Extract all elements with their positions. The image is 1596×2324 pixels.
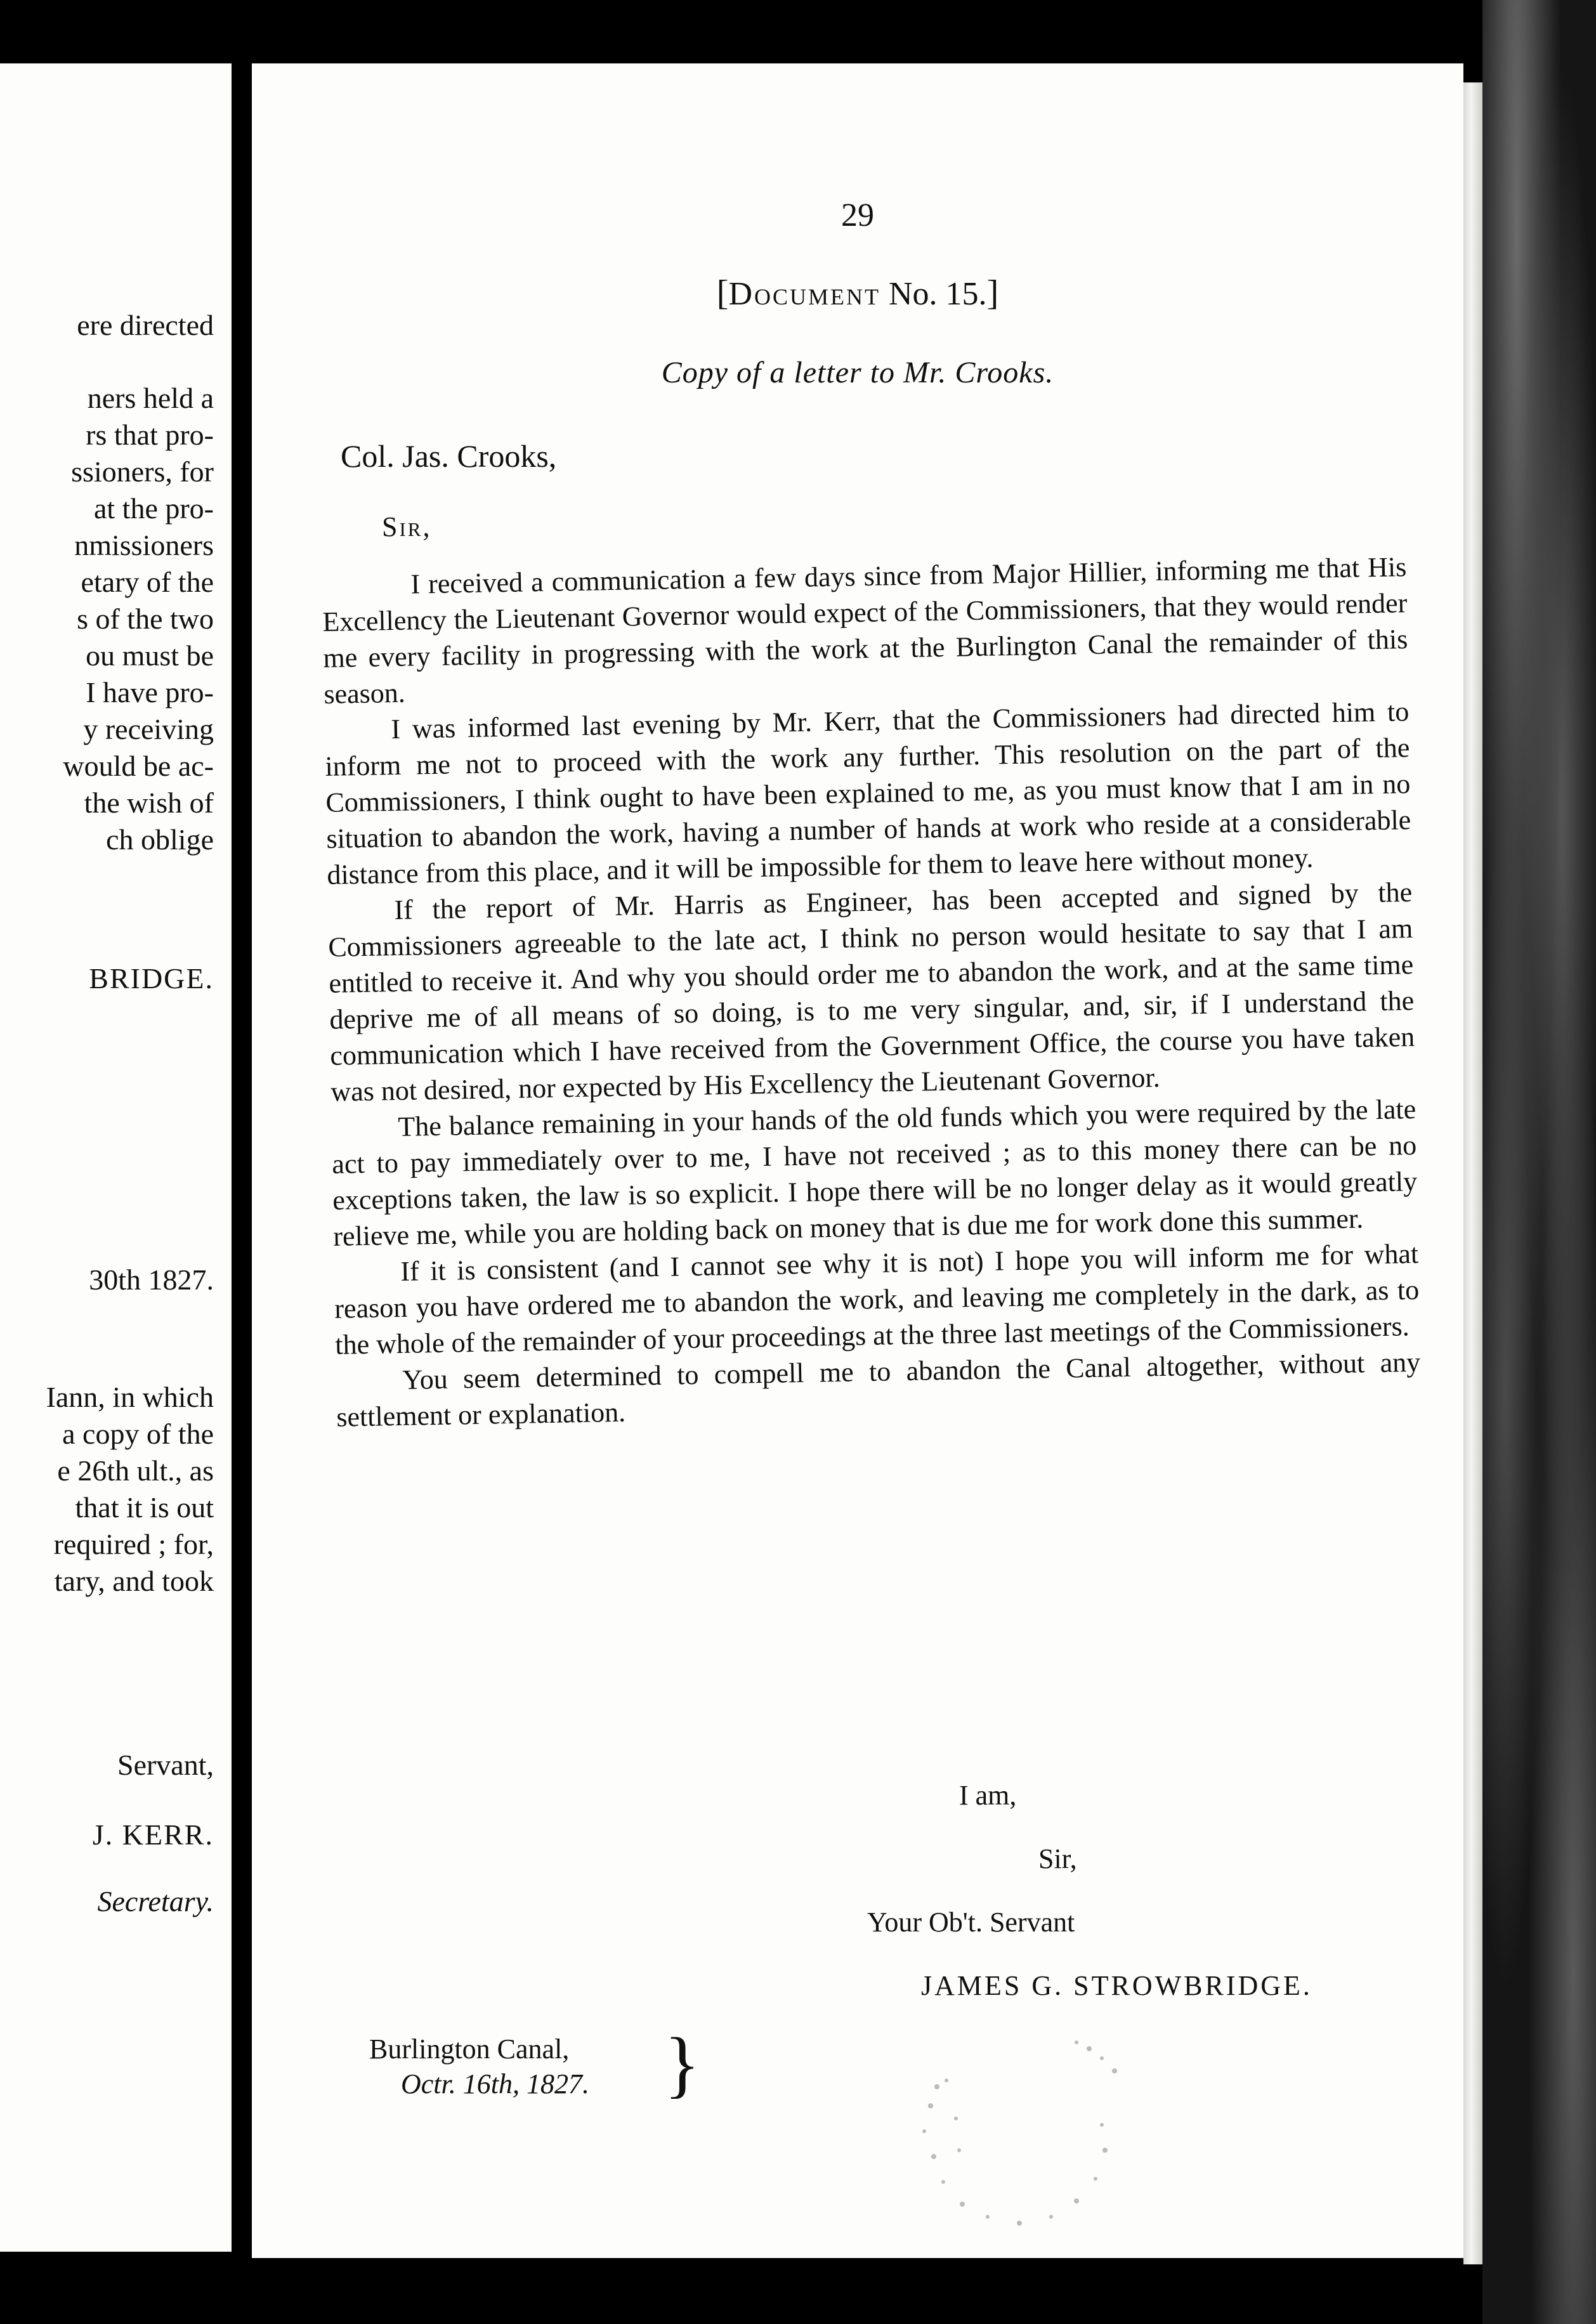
left-page-line: BRIDGE. bbox=[89, 962, 214, 995]
document-page bbox=[252, 63, 1463, 2258]
left-page-line: rs that pro- bbox=[86, 419, 214, 451]
closing-servant: Your Ob't. Servant bbox=[867, 1907, 1075, 1938]
left-page-line: 30th 1827. bbox=[89, 1263, 214, 1296]
letter-place: Burlington Canal, bbox=[369, 2034, 570, 2065]
left-page-line: Secretary. bbox=[97, 1885, 214, 1917]
heading-word: Document bbox=[728, 276, 880, 312]
left-page-line: the wish of bbox=[84, 787, 214, 819]
left-page-line: required ; for, bbox=[53, 1528, 214, 1560]
heading-open-bracket: [ bbox=[716, 273, 729, 313]
left-page-line: a copy of the bbox=[62, 1418, 214, 1450]
left-page-line: ere directed bbox=[77, 309, 214, 341]
left-page-line: tary, and took bbox=[54, 1565, 214, 1597]
body-paragraph: You seem determined to compell me to abandon the Canal altogether, without any settlement or explanation. bbox=[336, 1346, 1421, 1433]
body-paragraph: I received a communication a few days since from Major Hillier, informing me that His Excellency the Lieutenant Governor would expect of the Commissioners, that they would render me every facility in progressing with the work at the Burlington Canal the remainder of this season. bbox=[322, 551, 1408, 710]
previous-page-fragment bbox=[0, 63, 232, 2252]
heading-number: No. 15. bbox=[880, 276, 987, 312]
letter-subtitle: Copy of a letter to Mr. Crooks. bbox=[661, 356, 1054, 389]
salutation-name: Col. Jas. Crooks, bbox=[341, 438, 557, 474]
marbled-cover bbox=[1482, 0, 1596, 2324]
letter-body bbox=[322, 549, 1422, 1435]
left-page-line: J. KERR. bbox=[92, 1818, 214, 1851]
document-heading bbox=[252, 273, 1463, 313]
left-page-line: s of the two bbox=[77, 603, 214, 635]
left-page-line: e 26th ult., as bbox=[57, 1454, 214, 1487]
page-edge bbox=[1463, 82, 1482, 2264]
left-page-line: ch oblige bbox=[106, 823, 214, 856]
signature: JAMES G. STROWBRIDGE. bbox=[921, 1970, 1312, 2001]
salutation-sir: Sir, bbox=[382, 511, 432, 542]
left-page-line: ssioners, for bbox=[71, 455, 214, 488]
body-paragraph: If it is consistent (and I cannot see why it is not) I hope you will inform me for what reason you have ordered me to abandon the work, and leaving me completely in the dark, as to the whole of the remainder of your proceedings at the three last meetings of the Commissioners. bbox=[334, 1237, 1420, 1361]
left-page-line: at the pro- bbox=[93, 492, 214, 525]
left-page-line: Servant, bbox=[117, 1749, 214, 1781]
left-page-line: Iann, in which bbox=[46, 1381, 214, 1413]
left-page-line: that it is out bbox=[75, 1491, 214, 1524]
closing-iam: I am, bbox=[959, 1780, 1017, 1811]
brace-mark: } bbox=[664, 2022, 700, 2105]
left-page-line: would be ac- bbox=[63, 750, 214, 782]
left-page-line: etary of the bbox=[81, 566, 214, 598]
heading-close-bracket: ] bbox=[986, 273, 999, 313]
page-number: 29 bbox=[841, 197, 874, 233]
left-page-line: y receiving bbox=[83, 713, 214, 745]
closing-sir: Sir, bbox=[1038, 1843, 1077, 1874]
left-page-line: nmissioners bbox=[74, 529, 214, 561]
body-paragraph: If the report of Mr. Harris as Engineer, has been accepted and signed by the Commissioners agreeable to the late act, I think no person would hesitate to say that I am entitled to receive it. And why you should order me to abandon the work, and at the same time deprive me of all means of so doing, is to me very singular, and, sir, if I understand the communication which I have received from the Government Office, the course you have taken was not desired, nor expected by His Excellency the Lieutenant Governor. bbox=[328, 877, 1415, 1107]
left-page-line: ners held a bbox=[87, 382, 214, 414]
left-page-line: I have pro- bbox=[86, 676, 214, 708]
left-page-line: ou must be bbox=[86, 639, 214, 672]
body-paragraph: The balance remaining in your hands of the old funds which you were required by the late act to pay immediately over to me, I have not received ; as to this money there can be no exceptions taken, the law is so explicit. I hope there will be no longer delay as it would greatly relieve me, while you are holding back on money that is due me for work done this summer. bbox=[331, 1093, 1418, 1252]
letter-date: Octr. 16th, 1827. bbox=[401, 2068, 589, 2099]
body-paragraph: I was informed last evening by Mr. Kerr, that the Commissioners had directed him to inform me not to proceed with the work any further. This resolution on the part of the Commissioners, I think ought to have been explained to me, as you must know that I am in no situation to abandon the work, having a number of hands at work who reside at a considerable distance from this place, and it will be impossible for them to leave here without money. bbox=[325, 696, 1411, 891]
embossed-stamp-mark bbox=[886, 2023, 1153, 2239]
